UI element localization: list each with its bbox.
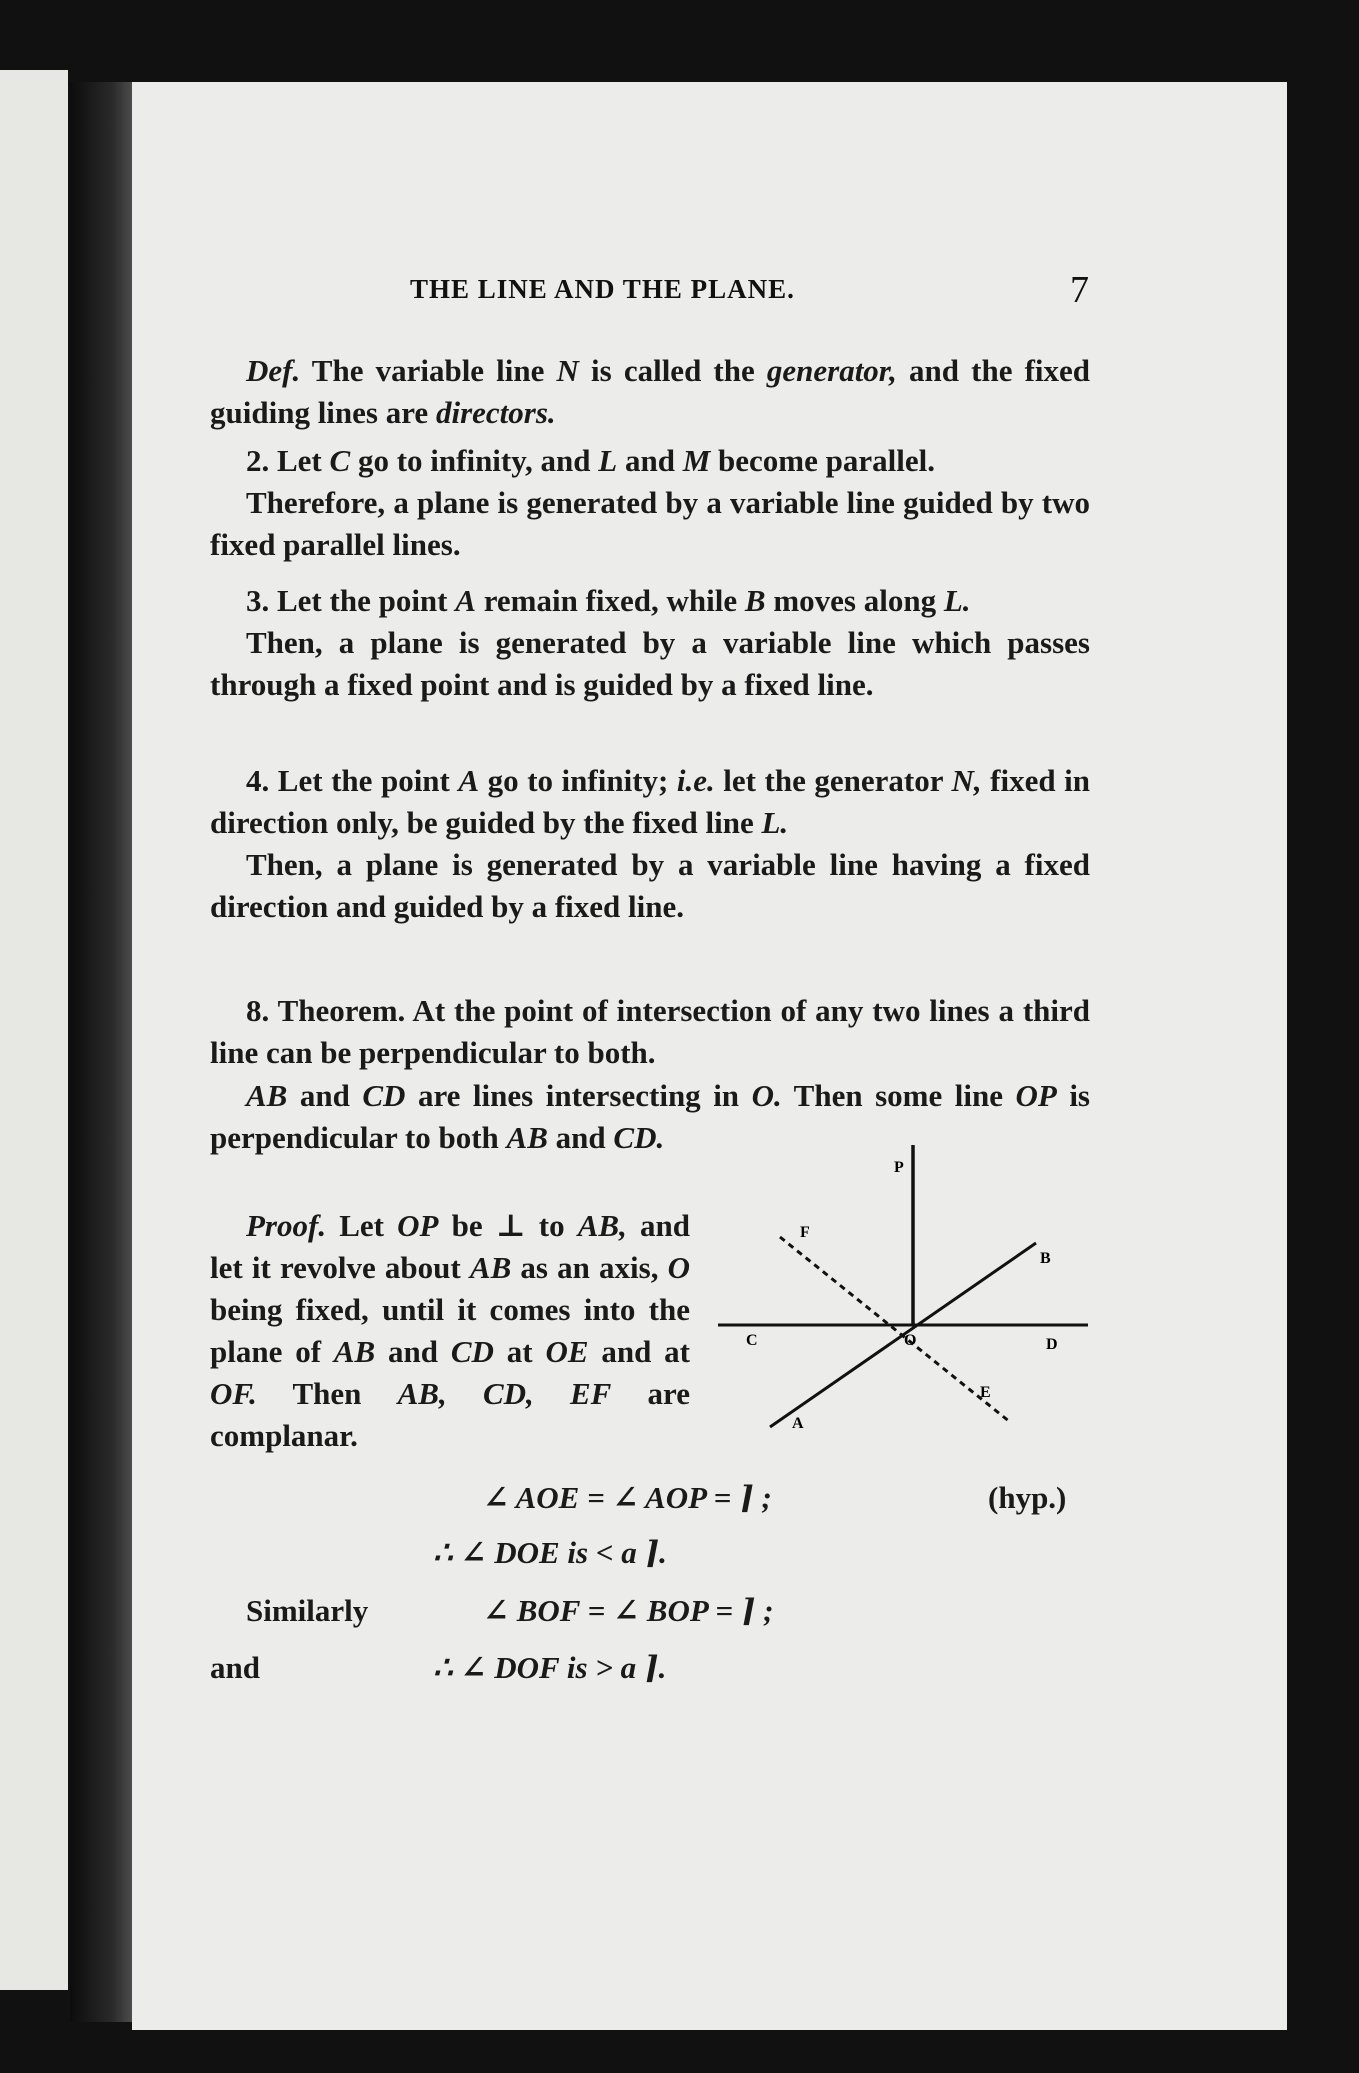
label-E: E — [980, 1384, 991, 1401]
label-C: C — [746, 1332, 758, 1349]
theorem-number: 8. — [246, 993, 270, 1028]
definition-paragraph: Def. The variable line N is called the generator, and the fixed guiding lines are directors. — [210, 353, 1091, 430]
page-number: 7 — [1070, 269, 1090, 311]
item-3-conclusion: Then, a plane is generated by a variable line which passes through a fixed point and is guided by a fixed line. — [210, 625, 1090, 702]
label-D: D — [1046, 1336, 1058, 1353]
adjacent-page-edge — [0, 70, 68, 1990]
equation-2: ∴ ∠ DOE is < a ⌉. — [433, 1535, 667, 1570]
item-4-paragraph: 4. Let the point A go to infinity; i.e. let the generator N, fixed in direction only, be guided by the fixed line L. Then, a plane is generated by a variable line having a fixed direction and guided by a fixed line. — [210, 760, 1090, 928]
label-A: A — [792, 1415, 804, 1432]
label-F: F — [800, 1224, 810, 1241]
given-paragraph: AB and CD are lines intersecting in O. Then some line OP is perpendicular to both AB and CD. — [210, 1078, 1090, 1155]
proof-paragraph: Proof. Let OP be ⊥ to AB, and let it revolve about AB as an axis, O being fixed, until it comes into the plane of AB and CD at OE and at OF. Then AB, CD, EF are complanar. — [210, 1208, 691, 1453]
def-label: Def. — [246, 353, 301, 388]
label-P: P — [894, 1159, 904, 1176]
equation-1: ∠ AOE = ∠ AOP = ⌉ ; — [483, 1480, 772, 1515]
book-spine-shadow — [70, 82, 140, 2022]
theorem-label: Theorem. — [277, 993, 406, 1028]
item-3-paragraph: 3. Let the point A remain fixed, while B moves along L. Then, a plane is generated by a variable line which passes through a fixed point and is guided by a fixed line. — [210, 580, 1090, 706]
item-4-number: 4. — [246, 763, 270, 798]
equation-4: ∴ ∠ DOF is > a ⌉. — [433, 1650, 667, 1685]
theorem-paragraph: 8. Theorem. At the point of intersection of any two lines a third line can be perpendicular to both. — [210, 993, 1090, 1070]
line-ef — [780, 1237, 1010, 1422]
equation-1-reason: (hyp.) — [988, 1480, 1067, 1515]
similarly-label: Similarly — [246, 1593, 369, 1628]
item-2-number: 2. — [246, 443, 270, 478]
running-header — [210, 268, 1090, 312]
equation-3: ∠ BOF = ∠ BOP = ⌉ ; — [483, 1593, 774, 1628]
header-title: THE LINE AND THE PLANE. — [410, 274, 795, 304]
item-4-conclusion: Then, a plane is generated by a variable line having a fixed direction and guided by a fixed line. — [210, 847, 1090, 924]
geometry-figure — [718, 1145, 1088, 1450]
item-2-paragraph: 2. Let C go to infinity, and L and M become parallel. Therefore, a plane is generated by a variable line guided by two fixed parallel lines. — [210, 440, 1090, 566]
label-O: O — [904, 1332, 917, 1349]
item-3-number: 3. — [246, 583, 270, 618]
item-2-conclusion: Therefore, a plane is generated by a variable line guided by two fixed parallel lines. — [210, 485, 1090, 562]
label-B: B — [1040, 1250, 1051, 1267]
proof-label: Proof. — [246, 1208, 327, 1243]
and-label: and — [210, 1650, 260, 1685]
